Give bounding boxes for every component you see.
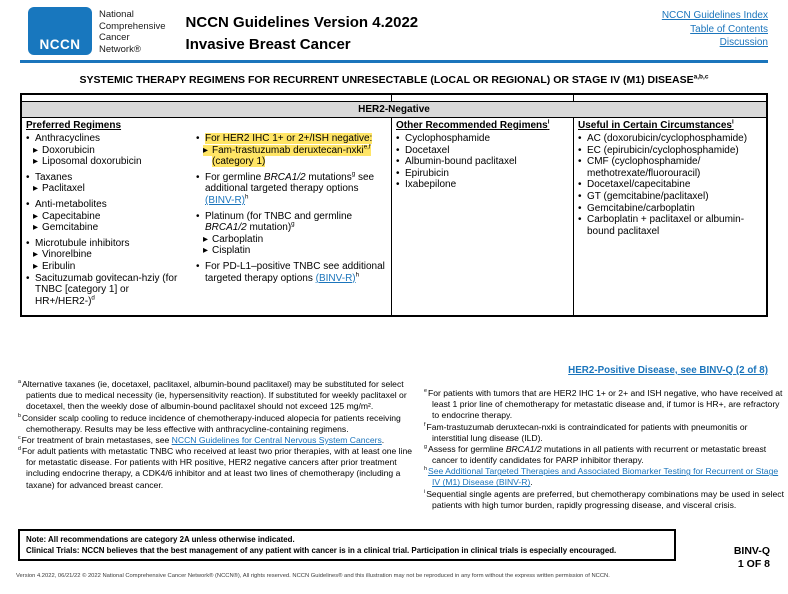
list-item <box>196 133 388 145</box>
triangle-bullet-icon: ▸ <box>203 145 212 157</box>
footnote-marker: c <box>18 435 21 441</box>
list-item-text: For HER2 IHC 1+ or 2+/ISH negative: <box>205 133 373 144</box>
list-item <box>33 183 189 195</box>
list-item-text: Ixabepilone <box>405 179 457 191</box>
useful-circumstances-header: Useful in Certain Circumstances$^i$ <box>578 118 734 131</box>
org-line: Cancer <box>99 32 130 44</box>
footnotes-left-column <box>18 379 414 491</box>
footnote-text: Assess for germline BRCA1/2 mutations in all patients with recurrent or metastatic breast cancer to identify candidates for PARP inhibitor therapy. <box>427 443 767 466</box>
list-item <box>33 222 189 234</box>
footnote-marker: b <box>18 412 21 419</box>
list-item <box>396 179 570 191</box>
section-heading: SYSTEMIC THERAPY REGIMENS FOR RECURRENT UNRESECTABLE (LOCAL OR REGIONAL) OR STAGE IV (M1) DISEASE$^{a,b,c}$ <box>79 73 709 86</box>
page-header <box>28 7 418 56</box>
list-item-text: Vinorelbine <box>42 249 92 261</box>
note-line: Note: All recommendations are category 2A unless otherwise indicated. <box>26 535 295 544</box>
footnote-h <box>424 466 786 488</box>
triangle-bullet-icon: ▸ <box>33 183 39 195</box>
nccn-logo-text: NCCN <box>39 37 81 52</box>
page-title <box>186 7 419 56</box>
discussion-link[interactable]: Discussion <box>719 37 768 48</box>
list-item-text: Docetaxel/capecitabine <box>587 179 691 191</box>
other-recommended-header: Other Recommended Regimens$^i$ <box>396 118 550 131</box>
table-columns <box>22 118 766 315</box>
dot-bullet-icon: • <box>578 133 582 144</box>
footnote-text: See Additional Targeted Therapies and Associated Biomarker Testing for Recurrent or Stage IV (M1) Disease (BINV-R). <box>427 466 779 488</box>
list-item <box>196 211 388 234</box>
footnote-text: For treatment of brain metastases, see NCCN Guidelines for Central Nervous System Cancers. <box>21 434 385 445</box>
note-box <box>18 529 676 561</box>
page-number: 1 OF 8 <box>737 558 770 571</box>
list-item-text: Albumin-bound paclitaxel <box>405 156 517 168</box>
dot-bullet-icon: • <box>396 179 400 191</box>
useful-circumstances-column <box>574 118 766 315</box>
dot-bullet-icon: • <box>26 198 30 210</box>
her2-negative-band: HER2-Negative <box>22 101 766 118</box>
header-divider <box>20 60 768 63</box>
org-line: Network® <box>99 43 141 55</box>
list-item <box>578 214 763 237</box>
list-item-text: Docetaxel <box>405 144 450 156</box>
list-item-text: EC (epirubicin/cyclophosphamide) <box>587 144 739 156</box>
footnote-g <box>424 444 786 466</box>
list-item <box>33 156 189 168</box>
footnote-marker: d <box>18 446 21 453</box>
list-item <box>196 261 388 284</box>
dot-bullet-icon: • <box>396 144 400 156</box>
triangle-bullet-icon: ▸ <box>33 249 39 261</box>
dot-bullet-icon: • <box>396 133 400 144</box>
dot-bullet-icon: • <box>196 260 200 272</box>
list-item <box>33 145 189 157</box>
list-item <box>26 273 189 308</box>
inline-link[interactable]: (BINV-R) <box>205 194 245 206</box>
footnote-marker: a <box>18 379 21 386</box>
header-links <box>662 9 768 50</box>
cancer-type-title: Invasive Breast Cancer <box>185 35 351 53</box>
preferred-list-right <box>192 132 391 307</box>
triangle-bullet-icon: ▸ <box>33 210 39 222</box>
list-item-text: Platinum (for TNBC and germline BRCA1/2 mutation)$^g$ <box>205 210 353 234</box>
list-item <box>203 156 388 168</box>
dot-bullet-icon: • <box>26 237 30 249</box>
list-item-text: CMF (cyclophosphamide/ methotrexate/fluorouracil) <box>587 156 701 179</box>
page-code-block <box>734 545 770 571</box>
list-item <box>203 145 388 157</box>
regimens-table <box>20 93 768 317</box>
list-item <box>33 261 189 273</box>
list-item-text: Carboplatin <box>212 233 264 245</box>
list-item <box>196 172 388 207</box>
list-item-text: AC (doxorubicin/cyclophosphamide) <box>587 133 748 144</box>
footnote-marker: f <box>424 421 426 428</box>
footnote-d <box>18 446 414 491</box>
list-item-text: Carboplatin + paclitaxel or albumin-bound paclitaxel <box>587 214 745 237</box>
triangle-bullet-icon: ▸ <box>203 245 209 257</box>
footnote-e <box>424 388 786 422</box>
inline-link[interactable]: NCCN Guidelines for Central Nervous System Cancers <box>171 434 382 445</box>
list-item <box>578 145 763 157</box>
footnote-marker: h <box>424 466 427 473</box>
footnotes-right-column <box>424 388 786 511</box>
guidelines-version-title: NCCN Guidelines Version 4.2022 <box>185 14 419 31</box>
no-bullet <box>203 156 212 168</box>
list-item <box>26 172 189 184</box>
list-item <box>396 156 570 168</box>
nccn-logo <box>28 7 92 55</box>
page-code: BINV-Q <box>733 545 770 557</box>
list-item-text: Gemcitabine <box>42 222 99 234</box>
triangle-bullet-icon: ▸ <box>33 156 39 168</box>
footnote-text: Alternative taxanes (ie, docetaxel, paclitaxel, albumin-bound paclitaxel) may be substituted for select patients due to medical necessity (ie, hypersensitivity reaction). If substituted for weekly paclitaxel or docetaxel, then the weekly dose of albumin-bound paclitaxel should not exceed 125 mg/m². <box>21 379 407 412</box>
list-item-text: Paclitaxel <box>42 183 85 195</box>
heading-footnote-marks: a,b,c <box>693 73 709 81</box>
preferred-regimens-header: Preferred Regimens <box>26 120 122 131</box>
preferred-regimens-column <box>22 118 392 315</box>
org-line: Comprehensive <box>99 20 166 32</box>
dot-bullet-icon: • <box>578 202 582 214</box>
list-item-text: GT (gemcitabine/paclitaxel) <box>587 190 709 202</box>
footnote-b <box>18 413 414 435</box>
dot-bullet-icon: • <box>578 179 582 191</box>
dot-bullet-icon: • <box>578 214 582 226</box>
list-item <box>578 133 763 145</box>
list-item-text: Doxorubicin <box>42 144 95 156</box>
inline-link[interactable]: (BINV-R) <box>315 272 356 284</box>
list-item <box>33 249 189 261</box>
list-item-text: Fam-trastuzumab deruxtecan-nxki$^{e,f}$ <box>212 143 371 156</box>
footnote-a <box>18 379 414 413</box>
list-item-text: Gemcitabine/carboplatin <box>587 202 695 214</box>
dot-bullet-icon: • <box>578 144 582 156</box>
footnote-text: Sequential single agents are preferred, but chemotherapy combinations may be used in select patients with high tumor burden, rapidly progressing disease, and visceral crisis. <box>426 488 784 510</box>
her2-positive-disease-link-wrap <box>568 365 768 376</box>
list-item <box>396 133 570 145</box>
dot-bullet-icon: • <box>196 133 200 144</box>
dot-bullet-icon: • <box>396 156 400 168</box>
list-item-text: Sacituzumab govitecan-hziy (for TNBC [category 1] or HR+/HER2-)$^d$ <box>35 272 178 307</box>
footnote-f <box>424 422 786 444</box>
list-item-text: Capecitabine <box>42 210 101 222</box>
footnote-c <box>18 435 414 446</box>
footnote-marker: g <box>424 444 427 450</box>
triangle-bullet-icon: ▸ <box>33 144 39 156</box>
triangle-bullet-icon: ▸ <box>33 222 39 234</box>
list-item <box>33 211 189 223</box>
list-item <box>203 245 388 257</box>
dot-bullet-icon: • <box>26 272 30 284</box>
list-item-text: Anti-metabolites <box>35 198 107 210</box>
list-item <box>26 199 189 211</box>
inline-link[interactable]: See Additional Targeted Therapies and Associated Biomarker Testing for Recurrent or Stage IV (M1) Disease (BINV-R) <box>427 466 779 488</box>
guidelines-index-link[interactable]: NCCN Guidelines Index <box>661 10 768 21</box>
dot-bullet-icon: • <box>26 133 30 144</box>
table-of-contents-link[interactable]: Table of Contents <box>690 23 768 35</box>
preferred-list-left <box>22 132 192 307</box>
list-item-text: (category 1) <box>212 156 266 168</box>
list-item-text: Microtubule inhibitors <box>35 237 130 249</box>
list-item-text: Taxanes <box>35 171 73 183</box>
org-name <box>99 7 166 55</box>
list-item <box>203 234 388 246</box>
list-item-text: Epirubicin <box>405 167 449 179</box>
list-item <box>26 133 189 145</box>
list-item <box>578 203 763 215</box>
list-item <box>396 145 570 157</box>
dot-bullet-icon: • <box>196 171 200 183</box>
list-item <box>26 238 189 250</box>
dot-bullet-icon: • <box>196 210 200 222</box>
footnote-text: For patients with tumors that are HER2 IHC 1+ or 2+ and ISH negative, who have received at least 1 prior line of chemotherapy for metastatic disease and, if tumor is HR+, are refractory to endocrine therapy. <box>427 388 783 421</box>
triangle-bullet-icon: ▸ <box>33 260 39 272</box>
dot-bullet-icon: • <box>578 156 582 168</box>
dot-bullet-icon: • <box>578 190 582 202</box>
list-item-text: For germline BRCA1/2 mutations$^g$ see additional targeted therapy options (BINV-R)$^h$ <box>205 170 375 206</box>
list-item <box>396 168 570 180</box>
other-recommended-column <box>392 118 574 315</box>
footnote-text: Consider scalp cooling to reduce incidence of chemotherapy-induced alopecia for patients receiving chemotherapy. Results may be less effective with anthracycline-containing regimens. <box>21 412 401 434</box>
triangle-bullet-icon: ▸ <box>203 233 209 245</box>
list-item-text: Cyclophosphamide <box>405 133 491 144</box>
footnote-marker: i <box>424 488 426 495</box>
list-item-text: Anthracyclines <box>35 133 101 144</box>
footnote-text: For adult patients with metastatic TNBC who received at least two prior therapies, with at least one line for metastatic disease. For patients with HR positive, HER2 negative cancers after prior treatment including endocrine therapy, a CDK4/6 inhibitor and at least two lines of chemotherapy (including a taxane) for advanced breast cancer. <box>21 446 413 490</box>
list-item <box>578 179 763 191</box>
footnote-i <box>424 489 786 511</box>
list-item-text: Cisplatin <box>212 245 251 257</box>
list-item-text: Eribulin <box>42 260 76 272</box>
footnote-text: Fam-trastuzumab deruxtecan-nxki is contraindicated for patients with pneumonitis or interstitial lung disease (ILD). <box>426 421 748 443</box>
preferred-regimens-body <box>22 132 391 307</box>
list-item-text: Liposomal doxorubicin <box>42 156 142 168</box>
her2-positive-disease-link[interactable]: HER2-Positive Disease, see BINV-Q (2 of 8) <box>568 365 768 376</box>
copyright-footer: Version 4.2022, 06/21/22 © 2022 National Comprehensive Cancer Network® (NCCN®), All rights reserved. NCCN Guidelines® and this illustration may not be reproduced in any form without the express written permission of NCCN. <box>16 573 610 579</box>
dot-bullet-icon: • <box>396 167 400 179</box>
org-line: National <box>99 9 134 20</box>
footnote-marker: e <box>424 388 427 395</box>
clinical-trials-line: Clinical Trials: NCCN believes that the best management of any patient with cancer is in a clinical trial. Participation in clinical trials is especially encouraged. <box>26 546 617 556</box>
dot-bullet-icon: • <box>26 171 30 183</box>
other-recommended-list <box>392 132 573 191</box>
useful-circumstances-list <box>574 132 766 237</box>
list-item-text: For PD-L1–positive TNBC see additional targeted therapy options (BINV-R)$^h$ <box>205 260 385 284</box>
list-item <box>578 156 763 179</box>
list-item <box>578 191 763 203</box>
